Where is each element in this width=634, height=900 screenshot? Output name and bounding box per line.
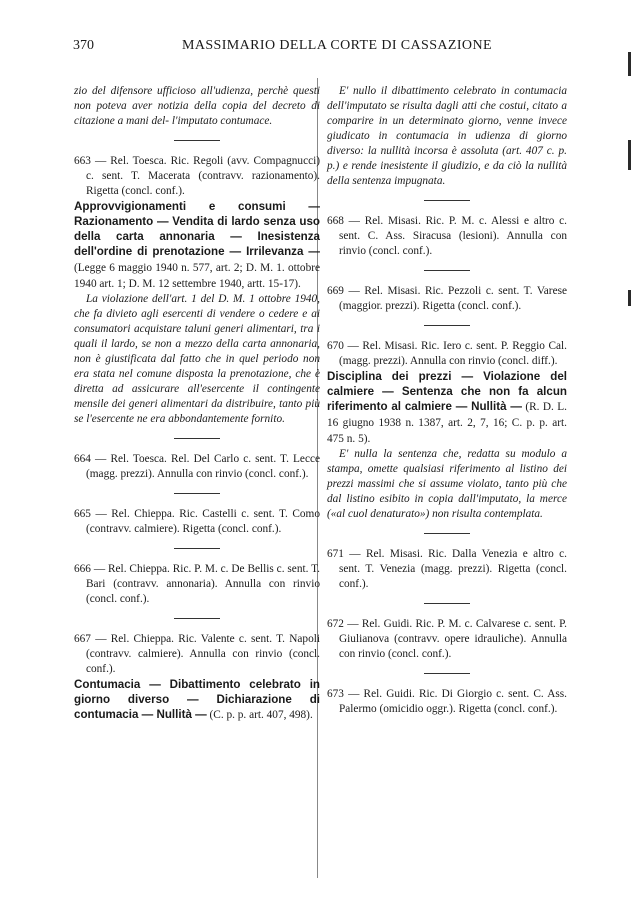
scan-edge-mark [628, 290, 631, 306]
maxim-text: E' nullo il dibattimento celebrato in contumacia dell'imputato se risulta dagli atti che costui, citato a comparire in un determinato giorno, venne invece giudicato in contumacia in udienza di giorno diverso: la nullità incorsa è assoluta (art. 407 c. p. p.) e rende inesistente il giudizio, e da ciò la nullità della sentenza impugnata. [327, 85, 567, 187]
separator-rule [424, 325, 470, 326]
left-column [74, 84, 320, 723]
heading-bold-text: Approvvigionamenti e consumi — Razionamento — Vendita di lardo senza uso della carta annonaria — Inesistenza dell'ordine di prenotazione — Irrilevanza — [74, 200, 320, 258]
separator-rule [174, 618, 220, 619]
separator-rule [174, 493, 220, 494]
case-entry-673: 673 — Rel. Guidi. Ric. Di Giorgio c. sent. C. Ass. Palermo (omicidio oggr.). Rigetta (concl. conf.). [327, 688, 567, 715]
heading-legal-refs: (C. p. p. art. 407, 498). [206, 709, 313, 721]
subject-heading-contumacia [74, 677, 320, 723]
subject-heading-disciplina-prezzi [327, 369, 567, 447]
case-entry-663: 663 — Rel. Toesca. Ric. Regoli (avv. Compagnucci) c. sent. T. Macerata (contravv. razionamento). Rigetta (concl. conf.). [74, 155, 320, 197]
scan-edge-mark [628, 52, 631, 76]
separator-rule [424, 603, 470, 604]
maxim-text: La violazione dell'art. 1 del D. M. 1 ottobre 1940, che fa divieto agli esercenti di vendere o cedere e ai consumatori acquistare taluni generi alimentari, tra i quali il lardo, se non a mezzo della carta annonaria, non è giustificata dal fatto che in quel periodo non era stata nel comune disposta la prenotazione, che è diretta ad assicurare all'esercente il contingente mensile dei generi alimentari da distribuire, tanto più se l'esercente ne era abbondantemente fornito. [74, 293, 320, 425]
case-entry-664: 664 — Rel. Toesca. Rel. Del Carlo c. sent. T. Lecce (magg. prezzi). Annulla con rinvio (concl. conf.). [74, 453, 320, 480]
case-entry-669: 669 — Rel. Misasi. Ric. Pezzoli c. sent. T. Varese (maggior. prezzi). Rigetta (concl. conf.). [327, 285, 567, 312]
separator-rule [424, 200, 470, 201]
separator-rule [174, 140, 220, 141]
heading-legal-refs: (Legge 6 maggio 1940 n. 577, art. 2; D. M. 1. ottobre 1940 art. 1; D. M. 12 settembre 1940, artt. 15-17). [74, 262, 320, 290]
maxim-text: E' nulla la sentenza che, redatta su modulo a stampa, omette qualsiasi riferimento al listino dei prezzi massimi che si assume violato, tanto più che dal listino esibito in copia dall'imputato, la merce («al cuol denaturato») non risulta contemplata. [327, 448, 567, 520]
case-entry-665: 665 — Rel. Chieppa. Ric. Castelli c. sent. T. Como (contravv. calmiere). Rigetta (concl. conf.). [74, 508, 320, 535]
separator-rule [174, 548, 220, 549]
heading-legal-refs: (R. D. L. 16 giugno 1938 n. 1387, art. 2, 7, 16; C. p. p. art. 475 n. 5). [327, 401, 567, 445]
page-number: 370 [73, 38, 94, 53]
scan-edge-mark [628, 140, 631, 170]
right-column [327, 84, 567, 717]
case-entry-670: 670 — Rel. Misasi. Ric. Iero c. sent. P. Reggio Cal. (magg. prezzi). Annulla con rinvio (concl. diff.). [327, 340, 567, 367]
case-entry-667: 667 — Rel. Chieppa. Ric. Valente c. sent. T. Napoli (contravv. calmiere). Annulla con rinvio (concl. conf.). [74, 633, 320, 675]
case-entry-666: 666 — Rel. Chieppa. Ric. P. M. c. De Bellis c. sent. T. Bari (contravv. annonaria). Annulla con rinvio (concl. conf.). [74, 563, 320, 605]
subject-heading-approvvigionamenti [74, 199, 320, 292]
maxim-continuation: zio del difensore ufficioso all'udienza, perchè questi non poteva aver notizia della copia del decreto di citazione a mani del- l'imputato contumace. [74, 85, 320, 127]
case-entry-668: 668 — Rel. Misasi. Ric. P. M. c. Alessi e altro c. sent. C. Ass. Siracusa (lesioni). Annulla con rinvio (concl. conf.). [327, 215, 567, 257]
separator-rule [424, 533, 470, 534]
heading-bold-text: Disciplina dei prezzi — Violazione del calmiere — Sentenza che non fa alcun riferimento al calmiere — Nullità — [327, 370, 567, 413]
page-header [0, 38, 634, 60]
running-title: MASSIMARIO DELLA CORTE DI CASSAZIONE [182, 38, 492, 53]
separator-rule [424, 270, 470, 271]
separator-rule [424, 673, 470, 674]
heading-bold-text: Contumacia — Dibattimento celebrato in giorno diverso — Dichiarazione di contumacia — Nullità — [74, 678, 320, 721]
case-entry-671: 671 — Rel. Misasi. Ric. Dalla Venezia e altro c. sent. T. Venezia (magg. prezzi). Rigetta (concl. conf.). [327, 548, 567, 590]
case-entry-672: 672 — Rel. Guidi. Ric. P. M. c. Calvarese c. sent. P. Giulianova (contravv. opere idrauliche). Annulla con rinvio (concl. conf.). [327, 618, 567, 660]
separator-rule [174, 438, 220, 439]
